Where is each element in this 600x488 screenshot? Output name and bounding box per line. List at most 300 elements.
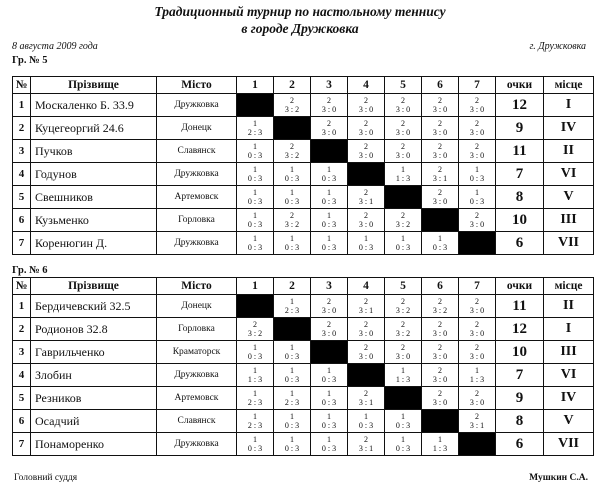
match-result-cell <box>311 410 348 433</box>
player-city: Краматорск <box>157 341 237 364</box>
match-score: 0 : 3 <box>358 243 374 252</box>
player-city: Славянск <box>157 140 237 163</box>
match-points: 2 <box>475 142 479 151</box>
match-result-cell <box>237 232 274 255</box>
match-score: 3 : 1 <box>358 197 374 206</box>
match-score: 3 : 0 <box>469 306 485 315</box>
match-points: 1 <box>253 234 257 243</box>
header-opponent-2: 2 <box>274 278 311 295</box>
match-score: 3 : 0 <box>469 151 485 160</box>
match-result-cell <box>274 186 311 209</box>
player-points: 7 <box>496 163 544 186</box>
match-score: 0 : 3 <box>432 243 448 252</box>
header-opponent-3: 3 <box>311 77 348 94</box>
match-result-cell <box>311 232 348 255</box>
player-row <box>13 232 594 255</box>
header-opponent-6: 6 <box>422 77 459 94</box>
player-points: 11 <box>496 140 544 163</box>
match-result-cell <box>274 387 311 410</box>
match-score: 1 : 3 <box>395 174 411 183</box>
match-score: 3 : 0 <box>321 128 337 137</box>
header-opponent-4: 4 <box>348 77 385 94</box>
match-points: 2 <box>438 297 442 306</box>
match-result-cell <box>459 318 496 341</box>
match-score: 3 : 0 <box>432 398 448 407</box>
player-number: 2 <box>13 117 31 140</box>
match-points: 2 <box>475 96 479 105</box>
player-name: Кузьменко <box>31 209 157 232</box>
match-points: 1 <box>327 366 331 375</box>
player-city: Дружковка <box>157 94 237 117</box>
match-score: 3 : 0 <box>432 329 448 338</box>
match-result-cell <box>274 232 311 255</box>
match-score: 3 : 1 <box>358 444 374 453</box>
title-line-2: в городе Дружковка <box>241 21 359 36</box>
match-points: 1 <box>327 234 331 243</box>
match-score: 3 : 1 <box>469 421 485 430</box>
diagonal-cell <box>311 140 348 163</box>
match-points: 2 <box>327 320 331 329</box>
match-points: 1 <box>253 165 257 174</box>
match-result-cell <box>385 117 422 140</box>
match-score: 3 : 0 <box>358 352 374 361</box>
header-opponent-7: 7 <box>459 278 496 295</box>
diagonal-cell <box>459 433 496 456</box>
match-score: 0 : 3 <box>247 197 263 206</box>
match-points: 1 <box>290 165 294 174</box>
match-score: 0 : 3 <box>284 174 300 183</box>
match-result-cell <box>422 163 459 186</box>
match-score: 0 : 3 <box>284 243 300 252</box>
player-number: 5 <box>13 387 31 410</box>
player-name: Понаморенко <box>31 433 157 456</box>
player-city: Горловка <box>157 318 237 341</box>
player-name: Свешников <box>31 186 157 209</box>
match-result-cell <box>237 364 274 387</box>
header-name: Прізвище <box>31 278 157 295</box>
match-result-cell <box>274 433 311 456</box>
match-points: 1 <box>327 412 331 421</box>
match-points: 1 <box>253 412 257 421</box>
player-name: Родионов 32.8 <box>31 318 157 341</box>
match-score: 3 : 1 <box>358 306 374 315</box>
match-result-cell <box>237 410 274 433</box>
player-row <box>13 387 594 410</box>
match-result-cell <box>459 140 496 163</box>
match-result-cell <box>348 318 385 341</box>
match-result-cell <box>348 209 385 232</box>
match-result-cell <box>385 364 422 387</box>
match-result-cell <box>385 140 422 163</box>
match-result-cell <box>237 318 274 341</box>
player-place: VII <box>544 433 594 456</box>
match-points: 2 <box>401 119 405 128</box>
match-points: 2 <box>327 297 331 306</box>
group-5-label: Гр. № 5 <box>12 55 48 66</box>
header-row <box>13 278 594 295</box>
match-result-cell <box>385 341 422 364</box>
match-score: 3 : 2 <box>247 329 263 338</box>
header-opponent-2: 2 <box>274 77 311 94</box>
match-points: 2 <box>364 343 368 352</box>
player-name: Осадчий <box>31 410 157 433</box>
player-points: 9 <box>496 387 544 410</box>
player-name: Злобин <box>31 364 157 387</box>
diagonal-cell <box>385 387 422 410</box>
match-score: 0 : 3 <box>247 444 263 453</box>
match-points: 2 <box>475 320 479 329</box>
match-result-cell <box>274 410 311 433</box>
match-result-cell <box>385 318 422 341</box>
match-points: 2 <box>438 96 442 105</box>
match-points: 2 <box>401 343 405 352</box>
match-points: 2 <box>364 142 368 151</box>
match-result-cell <box>459 163 496 186</box>
header-row <box>13 77 594 94</box>
match-score: 3 : 0 <box>395 128 411 137</box>
match-result-cell <box>311 387 348 410</box>
match-score: 3 : 1 <box>358 398 374 407</box>
match-points: 2 <box>438 119 442 128</box>
match-result-cell <box>311 295 348 318</box>
header-opponent-5: 5 <box>385 77 422 94</box>
match-points: 2 <box>327 96 331 105</box>
match-result-cell <box>274 209 311 232</box>
player-points: 6 <box>496 232 544 255</box>
match-score: 0 : 3 <box>321 243 337 252</box>
match-points: 2 <box>364 297 368 306</box>
match-score: 1 : 3 <box>247 375 263 384</box>
player-city: Донецк <box>157 117 237 140</box>
match-result-cell <box>459 117 496 140</box>
header-opponent-3: 3 <box>311 278 348 295</box>
match-points: 2 <box>438 165 442 174</box>
match-score: 0 : 3 <box>247 151 263 160</box>
player-place: I <box>544 94 594 117</box>
match-points: 1 <box>253 343 257 352</box>
player-name: Пучков <box>31 140 157 163</box>
match-result-cell <box>348 117 385 140</box>
match-score: 3 : 0 <box>358 128 374 137</box>
player-row <box>13 163 594 186</box>
match-result-cell <box>422 140 459 163</box>
match-points: 2 <box>438 343 442 352</box>
match-result-cell <box>459 341 496 364</box>
match-result-cell <box>237 433 274 456</box>
match-points: 2 <box>401 211 405 220</box>
match-points: 1 <box>253 366 257 375</box>
match-points: 1 <box>253 435 257 444</box>
match-points: 2 <box>475 297 479 306</box>
match-points: 2 <box>401 142 405 151</box>
match-result-cell <box>459 186 496 209</box>
match-result-cell <box>348 140 385 163</box>
match-points: 1 <box>290 297 294 306</box>
header-num: № <box>13 278 31 295</box>
match-score: 3 : 0 <box>321 329 337 338</box>
match-points: 1 <box>475 165 479 174</box>
match-result-cell <box>237 163 274 186</box>
match-points: 1 <box>401 366 405 375</box>
player-city: Дружковка <box>157 232 237 255</box>
group-6-label: Гр. № 6 <box>12 265 48 276</box>
match-points: 1 <box>253 119 257 128</box>
match-score: 1 : 3 <box>395 375 411 384</box>
chief-judge-name: Мушкин С.А. <box>529 473 588 483</box>
match-points: 2 <box>401 96 405 105</box>
match-points: 2 <box>364 435 368 444</box>
match-score: 3 : 2 <box>432 306 448 315</box>
match-result-cell <box>348 94 385 117</box>
match-score: 3 : 2 <box>284 220 300 229</box>
player-city: Артемовск <box>157 387 237 410</box>
match-score: 3 : 2 <box>395 306 411 315</box>
match-score: 3 : 0 <box>358 105 374 114</box>
match-result-cell <box>422 433 459 456</box>
match-points: 2 <box>364 188 368 197</box>
header-opponent-5: 5 <box>385 278 422 295</box>
match-score: 0 : 3 <box>321 398 337 407</box>
match-result-cell <box>311 433 348 456</box>
match-score: 0 : 3 <box>469 197 485 206</box>
match-result-cell <box>459 410 496 433</box>
match-points: 1 <box>364 234 368 243</box>
player-row <box>13 117 594 140</box>
match-points: 2 <box>475 211 479 220</box>
match-points: 2 <box>475 412 479 421</box>
player-name: Бердичевский 32.5 <box>31 295 157 318</box>
match-points: 2 <box>475 343 479 352</box>
match-points: 1 <box>401 412 405 421</box>
match-score: 3 : 0 <box>432 128 448 137</box>
group-6-table <box>12 277 594 456</box>
player-row <box>13 186 594 209</box>
group-5-table <box>12 76 594 255</box>
match-result-cell <box>274 140 311 163</box>
match-result-cell <box>385 94 422 117</box>
player-points: 9 <box>496 117 544 140</box>
match-result-cell <box>274 295 311 318</box>
header-opponent-6: 6 <box>422 278 459 295</box>
header-place: місце <box>544 77 594 94</box>
player-place: VI <box>544 364 594 387</box>
player-place: I <box>544 318 594 341</box>
match-points: 1 <box>327 211 331 220</box>
match-score: 3 : 1 <box>432 174 448 183</box>
player-city: Дружковка <box>157 364 237 387</box>
diagonal-cell <box>348 364 385 387</box>
match-score: 3 : 0 <box>469 352 485 361</box>
player-row <box>13 318 594 341</box>
diagonal-cell <box>237 295 274 318</box>
header-opponent-1: 1 <box>237 278 274 295</box>
match-score: 0 : 3 <box>284 421 300 430</box>
match-points: 1 <box>475 366 479 375</box>
match-result-cell <box>348 433 385 456</box>
match-result-cell <box>459 364 496 387</box>
match-result-cell <box>311 364 348 387</box>
player-row <box>13 209 594 232</box>
match-points: 1 <box>401 435 405 444</box>
player-place: V <box>544 410 594 433</box>
match-points: 2 <box>253 320 257 329</box>
match-score: 0 : 3 <box>284 352 300 361</box>
match-points: 1 <box>327 389 331 398</box>
match-score: 3 : 0 <box>469 398 485 407</box>
player-number: 4 <box>13 163 31 186</box>
header-city: Місто <box>157 77 237 94</box>
match-score: 3 : 0 <box>358 151 374 160</box>
match-score: 0 : 3 <box>247 220 263 229</box>
player-points: 10 <box>496 341 544 364</box>
match-points: 1 <box>364 412 368 421</box>
match-result-cell <box>422 117 459 140</box>
match-score: 0 : 3 <box>247 352 263 361</box>
match-points: 2 <box>438 188 442 197</box>
match-score: 0 : 3 <box>395 444 411 453</box>
match-points: 1 <box>290 234 294 243</box>
match-result-cell <box>348 387 385 410</box>
match-result-cell <box>311 186 348 209</box>
match-points: 2 <box>475 389 479 398</box>
match-score: 0 : 3 <box>321 421 337 430</box>
match-result-cell <box>311 94 348 117</box>
header-opponent-4: 4 <box>348 278 385 295</box>
match-score: 3 : 0 <box>469 329 485 338</box>
match-result-cell <box>459 209 496 232</box>
player-place: IV <box>544 387 594 410</box>
match-result-cell <box>422 94 459 117</box>
match-points: 1 <box>401 165 405 174</box>
player-name: Коренюгин Д. <box>31 232 157 255</box>
match-result-cell <box>422 295 459 318</box>
match-score: 3 : 0 <box>358 220 374 229</box>
match-points: 2 <box>475 119 479 128</box>
player-number: 7 <box>13 433 31 456</box>
header-opponent-7: 7 <box>459 77 496 94</box>
match-score: 3 : 0 <box>432 151 448 160</box>
match-score: 3 : 0 <box>395 105 411 114</box>
player-name: Куцегеоргий 24.6 <box>31 117 157 140</box>
match-result-cell <box>385 232 422 255</box>
player-name: Годунов <box>31 163 157 186</box>
match-points: 1 <box>253 142 257 151</box>
player-number: 6 <box>13 209 31 232</box>
match-points: 1 <box>290 188 294 197</box>
match-points: 1 <box>290 343 294 352</box>
match-points: 2 <box>438 389 442 398</box>
match-points: 1 <box>475 188 479 197</box>
header-place: місце <box>544 278 594 295</box>
player-place: III <box>544 209 594 232</box>
match-points: 2 <box>290 211 294 220</box>
match-result-cell <box>348 232 385 255</box>
player-row <box>13 364 594 387</box>
match-points: 1 <box>327 188 331 197</box>
match-score: 3 : 0 <box>321 105 337 114</box>
player-row <box>13 94 594 117</box>
header-opponent-1: 1 <box>237 77 274 94</box>
player-place: V <box>544 186 594 209</box>
match-result-cell <box>348 410 385 433</box>
player-row <box>13 341 594 364</box>
player-row <box>13 295 594 318</box>
player-number: 5 <box>13 186 31 209</box>
diagonal-cell <box>311 341 348 364</box>
match-score: 2 : 3 <box>284 306 300 315</box>
match-points: 2 <box>364 320 368 329</box>
match-points: 1 <box>290 435 294 444</box>
player-number: 2 <box>13 318 31 341</box>
player-number: 1 <box>13 295 31 318</box>
match-points: 1 <box>290 366 294 375</box>
player-name: Москаленко Б. 33.9 <box>31 94 157 117</box>
match-points: 2 <box>364 96 368 105</box>
match-score: 1 : 3 <box>432 444 448 453</box>
player-place: III <box>544 341 594 364</box>
match-score: 3 : 0 <box>432 197 448 206</box>
match-score: 0 : 3 <box>247 174 263 183</box>
chief-judge-label: Головний суддя <box>14 473 78 483</box>
match-score: 3 : 0 <box>358 329 374 338</box>
match-result-cell <box>237 117 274 140</box>
header-points: очки <box>496 77 544 94</box>
match-score: 3 : 0 <box>469 128 485 137</box>
match-points: 2 <box>364 389 368 398</box>
player-city: Дружковка <box>157 433 237 456</box>
player-number: 6 <box>13 410 31 433</box>
player-place: II <box>544 140 594 163</box>
match-score: 0 : 3 <box>321 174 337 183</box>
header-city: Місто <box>157 278 237 295</box>
match-result-cell <box>422 318 459 341</box>
match-result-cell <box>237 186 274 209</box>
match-score: 0 : 3 <box>321 375 337 384</box>
match-score: 3 : 0 <box>432 375 448 384</box>
player-row <box>13 433 594 456</box>
player-points: 10 <box>496 209 544 232</box>
match-points: 2 <box>438 366 442 375</box>
tournament-place: г. Дружковка <box>529 41 586 52</box>
header-name: Прізвище <box>31 77 157 94</box>
match-points: 2 <box>364 211 368 220</box>
match-points: 1 <box>401 234 405 243</box>
match-points: 1 <box>327 165 331 174</box>
match-points: 1 <box>253 389 257 398</box>
player-city: Дружковка <box>157 163 237 186</box>
match-score: 3 : 2 <box>284 105 300 114</box>
match-result-cell <box>459 295 496 318</box>
diagonal-cell <box>422 410 459 433</box>
player-points: 8 <box>496 186 544 209</box>
match-result-cell <box>385 209 422 232</box>
match-score: 3 : 0 <box>469 105 485 114</box>
player-points: 8 <box>496 410 544 433</box>
match-score: 3 : 0 <box>469 220 485 229</box>
match-score: 0 : 3 <box>321 444 337 453</box>
match-score: 0 : 3 <box>321 220 337 229</box>
match-result-cell <box>385 295 422 318</box>
player-place: IV <box>544 117 594 140</box>
match-score: 0 : 3 <box>284 444 300 453</box>
match-score: 0 : 3 <box>284 197 300 206</box>
match-result-cell <box>274 364 311 387</box>
match-result-cell <box>422 186 459 209</box>
match-points: 1 <box>438 234 442 243</box>
match-score: 2 : 3 <box>247 421 263 430</box>
player-place: VI <box>544 163 594 186</box>
match-score: 3 : 0 <box>432 105 448 114</box>
